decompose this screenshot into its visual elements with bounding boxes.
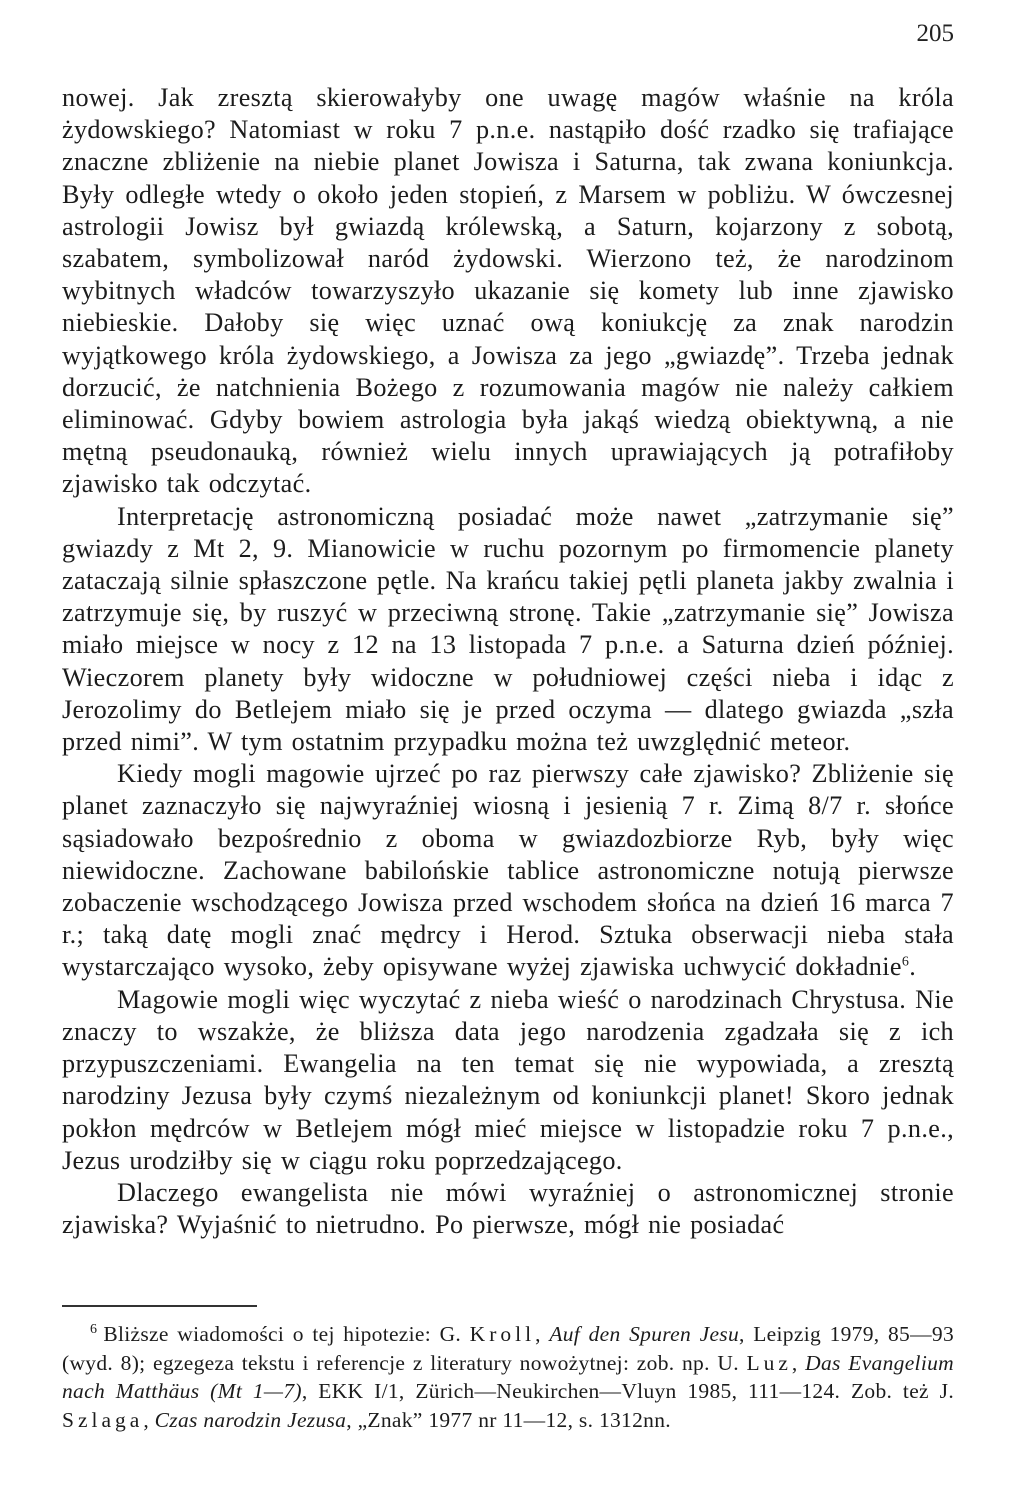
footnote-6 xyxy=(62,1320,954,1434)
paragraph-1: nowej. Jak zresztą skierowałyby one uwagę magów właśnie na króla żydowskiego? Natomiast w roku 7 p.n.e. nastąpiło dość rzadko się trafiające znaczne zbliżenie na niebie planet Jowisza i Saturna, tak zwana koniunkcja. Były odległe wtedy o około jeden stopień, z Marsem w pobliżu. W ówczesnej astrologii Jowisz był gwiazdą królewską, a Saturn, kojarzony z sobotą, szabatem, symbolizował naród żydowski. Wierzono też, że narodzinom wybitnych władców towarzyszyło ukazanie się komety lub inne zjawisko niebieskie. Dałoby się więc uznać ową koniukcję za znak narodzin wyjątkowego króla żydowskiego, a Jowisza za jego „gwiazdę”. Trzeba jednak dorzucić, że natchnienia Bożego z rozumowania magów nie należy całkiem eliminować. Gdyby bowiem astrologia była jakąś wiedzą obiektywną, a nie mętną pseudonauką, również wielu innych uprawiających ją potrafiłoby zjawisko tak odczytać. xyxy=(62,83,954,499)
paragraph-4: Magowie mogli więc wyczytać z nieba wieść o narodzinach Chrystusa. Nie znaczy to wszakże, że bliższa data jego narodzenia zgadzała się z ich przypuszczeniami. Ewangelia na ten temat się nie wypowiada, a zresztą narodziny Jezusa były czymś niezależnym od koniunkcji planet! Skoro jednak pokłon mędrców w Betlejem mógł mieć miejsce w listopadzie roku 7 p.n.e., Jezus urodziłby się w ciągu roku poprzedzającego. xyxy=(62,984,954,1175)
footnote-segment: , xyxy=(143,1407,155,1432)
page-number: 205 xyxy=(916,20,954,47)
footnote-segment: , xyxy=(791,1350,806,1375)
footnote-segment: Luz xyxy=(746,1350,792,1375)
main-text xyxy=(62,82,954,1241)
footnote-segment: , „Znak” 1977 nr 11—12, s. 1312nn. xyxy=(346,1407,671,1432)
footnote-segment: Kroll xyxy=(469,1322,536,1346)
footnote-divider xyxy=(62,1305,257,1307)
paragraph-3-text-end: . xyxy=(909,952,917,982)
footnote-segment: Czas narodzin Jezusa xyxy=(154,1407,347,1432)
footnote-segment: Auf den Spuren Jesu xyxy=(549,1322,740,1346)
footnote-6-body xyxy=(62,1322,954,1432)
paragraph-5: Dlaczego ewangelista nie mówi wyraźniej o astronomicznej stronie zjawiska? Wyjaśnić to nietrudno. Po pierwsze, mógł nie posiadać xyxy=(62,1177,954,1240)
paragraph-3 xyxy=(62,758,954,983)
footnote-segment: Szlaga xyxy=(62,1407,144,1432)
footnote-mark: 6 xyxy=(90,1321,98,1337)
footnote-segment: Das Evangelium nach Matthäus (Mt 1—7) xyxy=(62,1350,954,1404)
paragraph-3-text: Kiedy mogli magowie ujrzeć po raz pierwszy całe zjawisko? Zbliżenie się planet zaznaczyło się najwyraźniej wiosną i jesienią 7 r. Zimą 8/7 r. słońce sąsiadowało bezpośrednio z oboma w gwiazdozbiorze Ryb, były więc niewidoczne. Zachowane babilońskie tablice astronomiczne notują pierwsze zobaczenie wschodzącego Jowisza przed wschodem słońca na dzień 16 marca 7 r.; taką datę mogli znać mędrcy i Herod. Sztuka obserwacji nieba stała wystarczająco wysoko, żeby opisywane wyżej zjawiska uchwycić dokładnie xyxy=(62,759,954,982)
footnote-segment: , EKK I/1, Zürich—Neukirchen—Vluyn 1985, 111—124. Zob. też J. xyxy=(301,1379,954,1404)
footnote-reference: 6 xyxy=(901,954,910,970)
footnotes xyxy=(62,1320,954,1434)
footnote-segment: , Leipzig 1979, 85—93 (wyd. 8); egzegeza tekstu i referencje z literatury nowożytnej: zob. np. U. xyxy=(62,1322,955,1375)
footnote-segment: , xyxy=(535,1322,550,1346)
footnote-segment: Bliższe wiadomości o tej hipotezie: G. xyxy=(103,1322,470,1346)
paragraph-2: Interpretację astronomiczną posiadać może nawet „zatrzymanie się” gwiazdy z Mt 2, 9. Mianowicie w ruchu pozornym po firmomencie planety zataczają silnie spłaszczone pętle. Na krańcu takiej pętli planeta jakby zwalnia i zatrzymuje się, by ruszyć w przeciwną stronę. Takie „zatrzymanie się” Jowisza miało miejsce w nocy z 12 na 13 listopada 7 p.n.e. a Saturna dzień później. Wieczorem planety były widoczne w południowej części nieba i idąc z Jerozolimy do Betlejem miało się je przed oczyma — dlatego gwiazda „szła przed nimi”. W tym ostatnim przypadku można też uwzględnić meteor. xyxy=(62,501,954,757)
